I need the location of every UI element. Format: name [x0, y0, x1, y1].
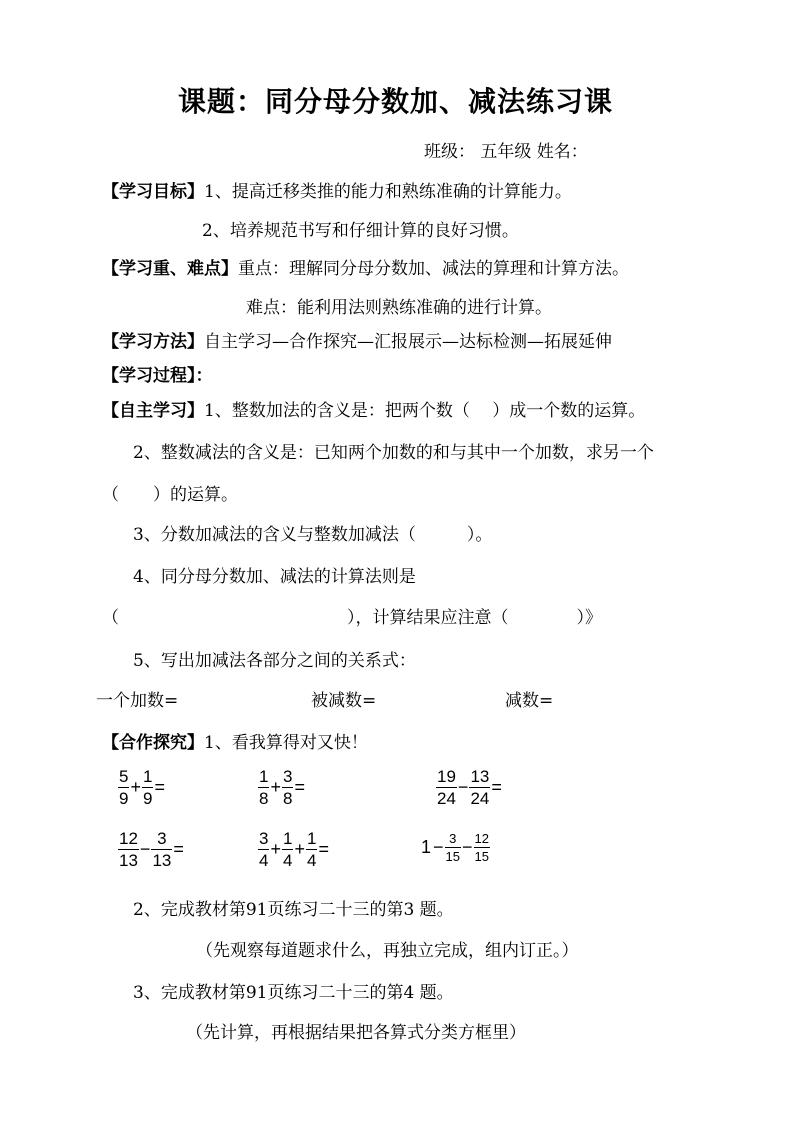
fraction-expression-5	[258, 830, 330, 869]
equals-sign: =	[154, 777, 165, 797]
objective-1: 1、提高迁移类推的能力和熟练准确的计算能力。	[204, 182, 572, 202]
method-label: 【学习方法】	[102, 332, 204, 352]
fraction: $\frac{5}{9}$	[119, 767, 129, 808]
fraction-expression-1	[118, 768, 166, 807]
cooperative-q2-note: （先观察每道题求什么，再独立完成，组内订正。）	[196, 941, 579, 961]
self-study-q1: 1、整数加法的含义是：把两个数（ ）成一个数的运算。	[204, 401, 646, 421]
equals-sign: =	[318, 839, 329, 859]
fraction-expression-3	[436, 768, 503, 807]
self-study-q4b-open: （	[102, 608, 119, 628]
objectives-line-1	[102, 177, 572, 202]
method-line	[102, 327, 612, 352]
relation-subtrahend: 减数=	[505, 691, 554, 711]
cooperative-q3: 3、完成教材第91页练习二十三的第4 题。	[133, 983, 454, 1003]
equals-sign: =	[173, 839, 184, 859]
fraction: $\frac{3}{4}$	[259, 829, 269, 870]
self-study-q4a: 4、同分母分数加、减法的计算法则是	[133, 567, 416, 587]
method-text: 自主学习—合作探究—汇报展示—达标检测—拓展延伸	[204, 332, 612, 352]
self-study-line-1	[102, 396, 645, 421]
plus-sign: +	[270, 839, 281, 859]
fraction: $\frac{12}{15}$	[474, 831, 489, 864]
relation-addend: 一个加数=	[96, 691, 179, 711]
fraction: $\frac{1}{4}$	[282, 829, 293, 870]
self-study-q3: 3、分数加减法的含义与整数加减法（ ）。	[133, 525, 493, 545]
minus-sign: −	[433, 837, 444, 857]
fraction-expression-4	[118, 830, 185, 869]
cooperative-q1: 1、看我算得对又快！	[204, 733, 368, 753]
fraction: $\frac{1}{8}$	[259, 767, 269, 808]
class-name-info: 班级： 五年级 姓名：	[424, 142, 588, 162]
whole-number: 1	[421, 837, 432, 857]
fraction: $\frac{3}{13}$	[152, 829, 172, 870]
self-study-q2b: （ ）的运算。	[102, 485, 238, 505]
plus-sign: +	[270, 777, 281, 797]
minus-sign: −	[457, 777, 469, 797]
minus-sign: −	[462, 837, 473, 857]
page-title: 课题：同分母分数加、减法练习课	[178, 85, 614, 118]
fraction: $\frac{12}{13}$	[119, 829, 138, 870]
self-study-q2a: 2、整数减法的含义是：已知两个加数的和与其中一个加数，求另一个	[133, 443, 654, 463]
key-point-text: 重点：理解同分母分数加、减法的算理和计算方法。	[238, 259, 629, 279]
self-study-q4b-rest: ），计算结果应注意（ ）》	[347, 608, 602, 628]
fraction: $\frac{1}{9}$	[142, 767, 153, 808]
cooperative-line-1	[102, 728, 368, 753]
fraction-expression-2	[258, 768, 306, 807]
fraction: $\frac{3}{8}$	[282, 767, 293, 808]
process-label: 【学习过程】：	[102, 366, 213, 386]
equals-sign: =	[294, 777, 305, 797]
fraction: $\frac{1}{4}$	[306, 829, 317, 870]
objectives-label: 【学习目标】	[102, 182, 204, 202]
cooperative-q3-note: （先计算，再根据结果把各算式分类方框里）	[186, 1023, 526, 1043]
cooperative-q2: 2、完成教材第91页练习二十三的第3 题。	[133, 900, 454, 920]
plus-sign: +	[294, 839, 305, 859]
fraction: $\frac{19}{24}$	[437, 767, 456, 808]
fraction: $\frac{13}{24}$	[470, 767, 490, 808]
objective-2: 2、培养规范书写和仔细计算的良好习惯。	[202, 221, 519, 241]
equals-sign: =	[491, 777, 502, 797]
fraction: $\frac{3}{15}$	[445, 831, 460, 864]
key-points-label: 【学习重、难点】	[102, 259, 238, 279]
key-points-line	[102, 254, 629, 279]
self-study-q5: 5、写出加减法各部分之间的关系式：	[133, 651, 416, 671]
plus-sign: +	[130, 777, 141, 797]
fraction-expression-6	[420, 832, 490, 863]
cooperative-label: 【合作探究】	[102, 733, 204, 753]
relation-minuend: 被减数=	[311, 691, 377, 711]
minus-sign: −	[139, 839, 151, 859]
difficult-point-text: 难点：能利用法则熟练准确的进行计算。	[246, 298, 552, 318]
self-study-label: 【自主学习】	[102, 401, 204, 421]
